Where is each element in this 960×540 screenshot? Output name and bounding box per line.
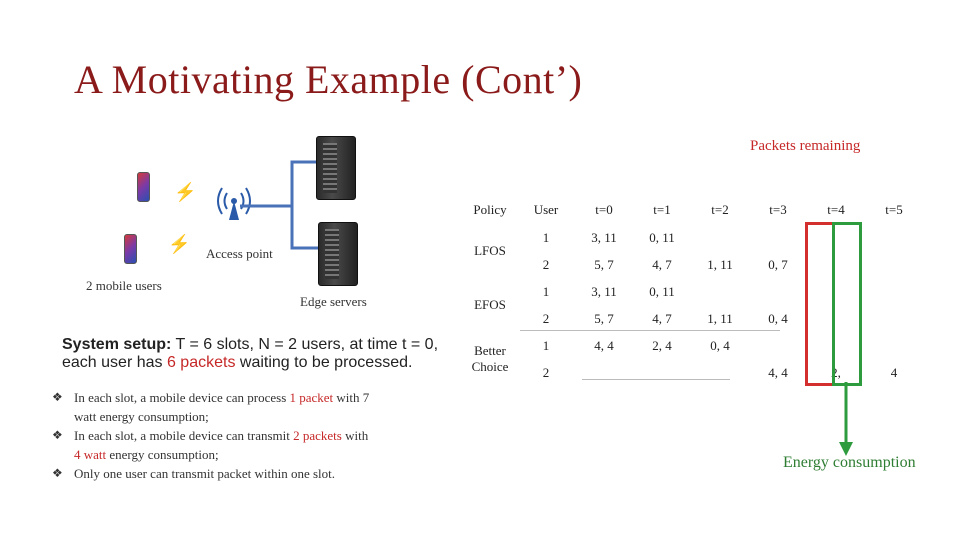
row-divider (520, 330, 780, 331)
table-cell: 1 (542, 229, 550, 245)
policy-cell: EFOS (474, 297, 506, 312)
table-cell (749, 224, 807, 251)
header-t2: t=2 (711, 202, 729, 217)
table-cell: 2, 4 (652, 337, 672, 353)
bullet-list (52, 388, 442, 483)
bullet-highlight: 2 packets (293, 428, 342, 443)
phone-icon (124, 234, 137, 264)
bullet-text: In each slot, a mobile device can transmit (74, 428, 294, 443)
packets-remaining-highlight-box (805, 222, 835, 386)
slide-title: A Motivating Example (Cont’) (74, 57, 583, 102)
phone-icon (137, 172, 150, 202)
table-cell: 3, 11 (591, 229, 617, 245)
setup-packets: 6 packets (166, 354, 236, 371)
table-cell: 2 (542, 364, 550, 380)
table-cell: 0, 7 (768, 256, 788, 272)
table-cell (749, 278, 807, 305)
list-item (52, 388, 442, 426)
table-cell (691, 224, 749, 251)
setup-line2-a: each user has (62, 354, 167, 371)
table-cell: 1 (542, 283, 550, 299)
header-policy: Policy (473, 202, 507, 217)
header-t0: t=0 (595, 202, 613, 217)
energy-consumption-label: Energy consumption (783, 454, 916, 471)
bullet-text: watt energy consumption; (74, 409, 209, 424)
table-cell: 4, 4 (768, 364, 788, 380)
setup-line1: T = 6 slots, N = 2 users, at time t = 0, (175, 336, 439, 353)
packets-remaining-label: Packets remaining (750, 138, 861, 154)
table-cell: 2 (542, 256, 550, 272)
table-cell: 1, 11 (707, 256, 733, 272)
table-cell: 0, 4 (710, 337, 730, 353)
table-cell: 4 (890, 364, 898, 380)
server-icon (316, 136, 356, 200)
table-cell: 1, 11 (707, 310, 733, 326)
system-setup (62, 336, 438, 372)
energy-highlight-box (832, 222, 862, 386)
table-cell: 4, 4 (594, 337, 614, 353)
lightning-icon: ⚡ (168, 234, 191, 254)
table-cell: 4, 7 (652, 256, 672, 272)
table-cell: 1 (542, 337, 550, 353)
list-item: ❖ In each slot, a mobile device can transmit 2 packets with 4 watt energy consumption; (52, 428, 369, 462)
diamond-bullet-icon: ❖ (52, 428, 63, 442)
header-t3: t=3 (769, 202, 787, 217)
bullet-text: with 7 (333, 390, 370, 405)
table-cell: 5, 7 (594, 256, 614, 272)
table-cell (865, 278, 923, 305)
table-cell: 0, 11 (649, 229, 675, 245)
list-item (52, 464, 442, 483)
setup-line2-c: waiting to be processed. (235, 354, 413, 371)
table-cell (691, 359, 749, 386)
bullet-text: Only one user can transmit packet within one slot. (74, 466, 336, 481)
header-t5: t=5 (885, 202, 903, 217)
table-cell (865, 305, 923, 332)
access-point-label: Access point (206, 246, 273, 261)
policy-cell: LFOS (474, 243, 506, 258)
edge-servers-label: Edge servers (300, 294, 367, 309)
table-cell (633, 359, 691, 386)
table-cell: 0, 11 (649, 283, 675, 299)
table-cell (575, 359, 633, 386)
header-user: User (533, 202, 559, 217)
table-cell: 4, 7 (652, 310, 672, 326)
header-t1: t=1 (653, 202, 671, 217)
table-cell: 3, 11 (591, 283, 617, 299)
bullet-text: with (341, 428, 369, 443)
arrow-down-icon (838, 382, 854, 456)
bullet-highlight: 1 packet (289, 390, 334, 405)
lightning-icon: ⚡ (174, 182, 197, 202)
bullet-text: In each slot, a mobile device can process (74, 390, 290, 405)
row-divider (582, 379, 730, 380)
table-cell (749, 332, 807, 359)
table-cell (865, 251, 923, 278)
table-cell: 2, (831, 364, 841, 380)
policy-cell: Better Choice (471, 343, 509, 374)
table-cell (865, 332, 923, 359)
diamond-bullet-icon: ❖ (52, 390, 63, 404)
table-cell: 5, 7 (594, 310, 614, 326)
table-cell: 2 (542, 310, 550, 326)
diamond-bullet-icon: ❖ (52, 466, 63, 480)
mobile-users-label: 2 mobile users (86, 278, 162, 293)
table-cell (865, 224, 923, 251)
table-cell (691, 278, 749, 305)
table-header-row (463, 196, 923, 224)
table-cell: 0, 4 (768, 310, 788, 326)
setup-heading: System setup: (62, 336, 172, 353)
server-icon (318, 222, 358, 286)
header-t4: t=4 (827, 202, 845, 217)
